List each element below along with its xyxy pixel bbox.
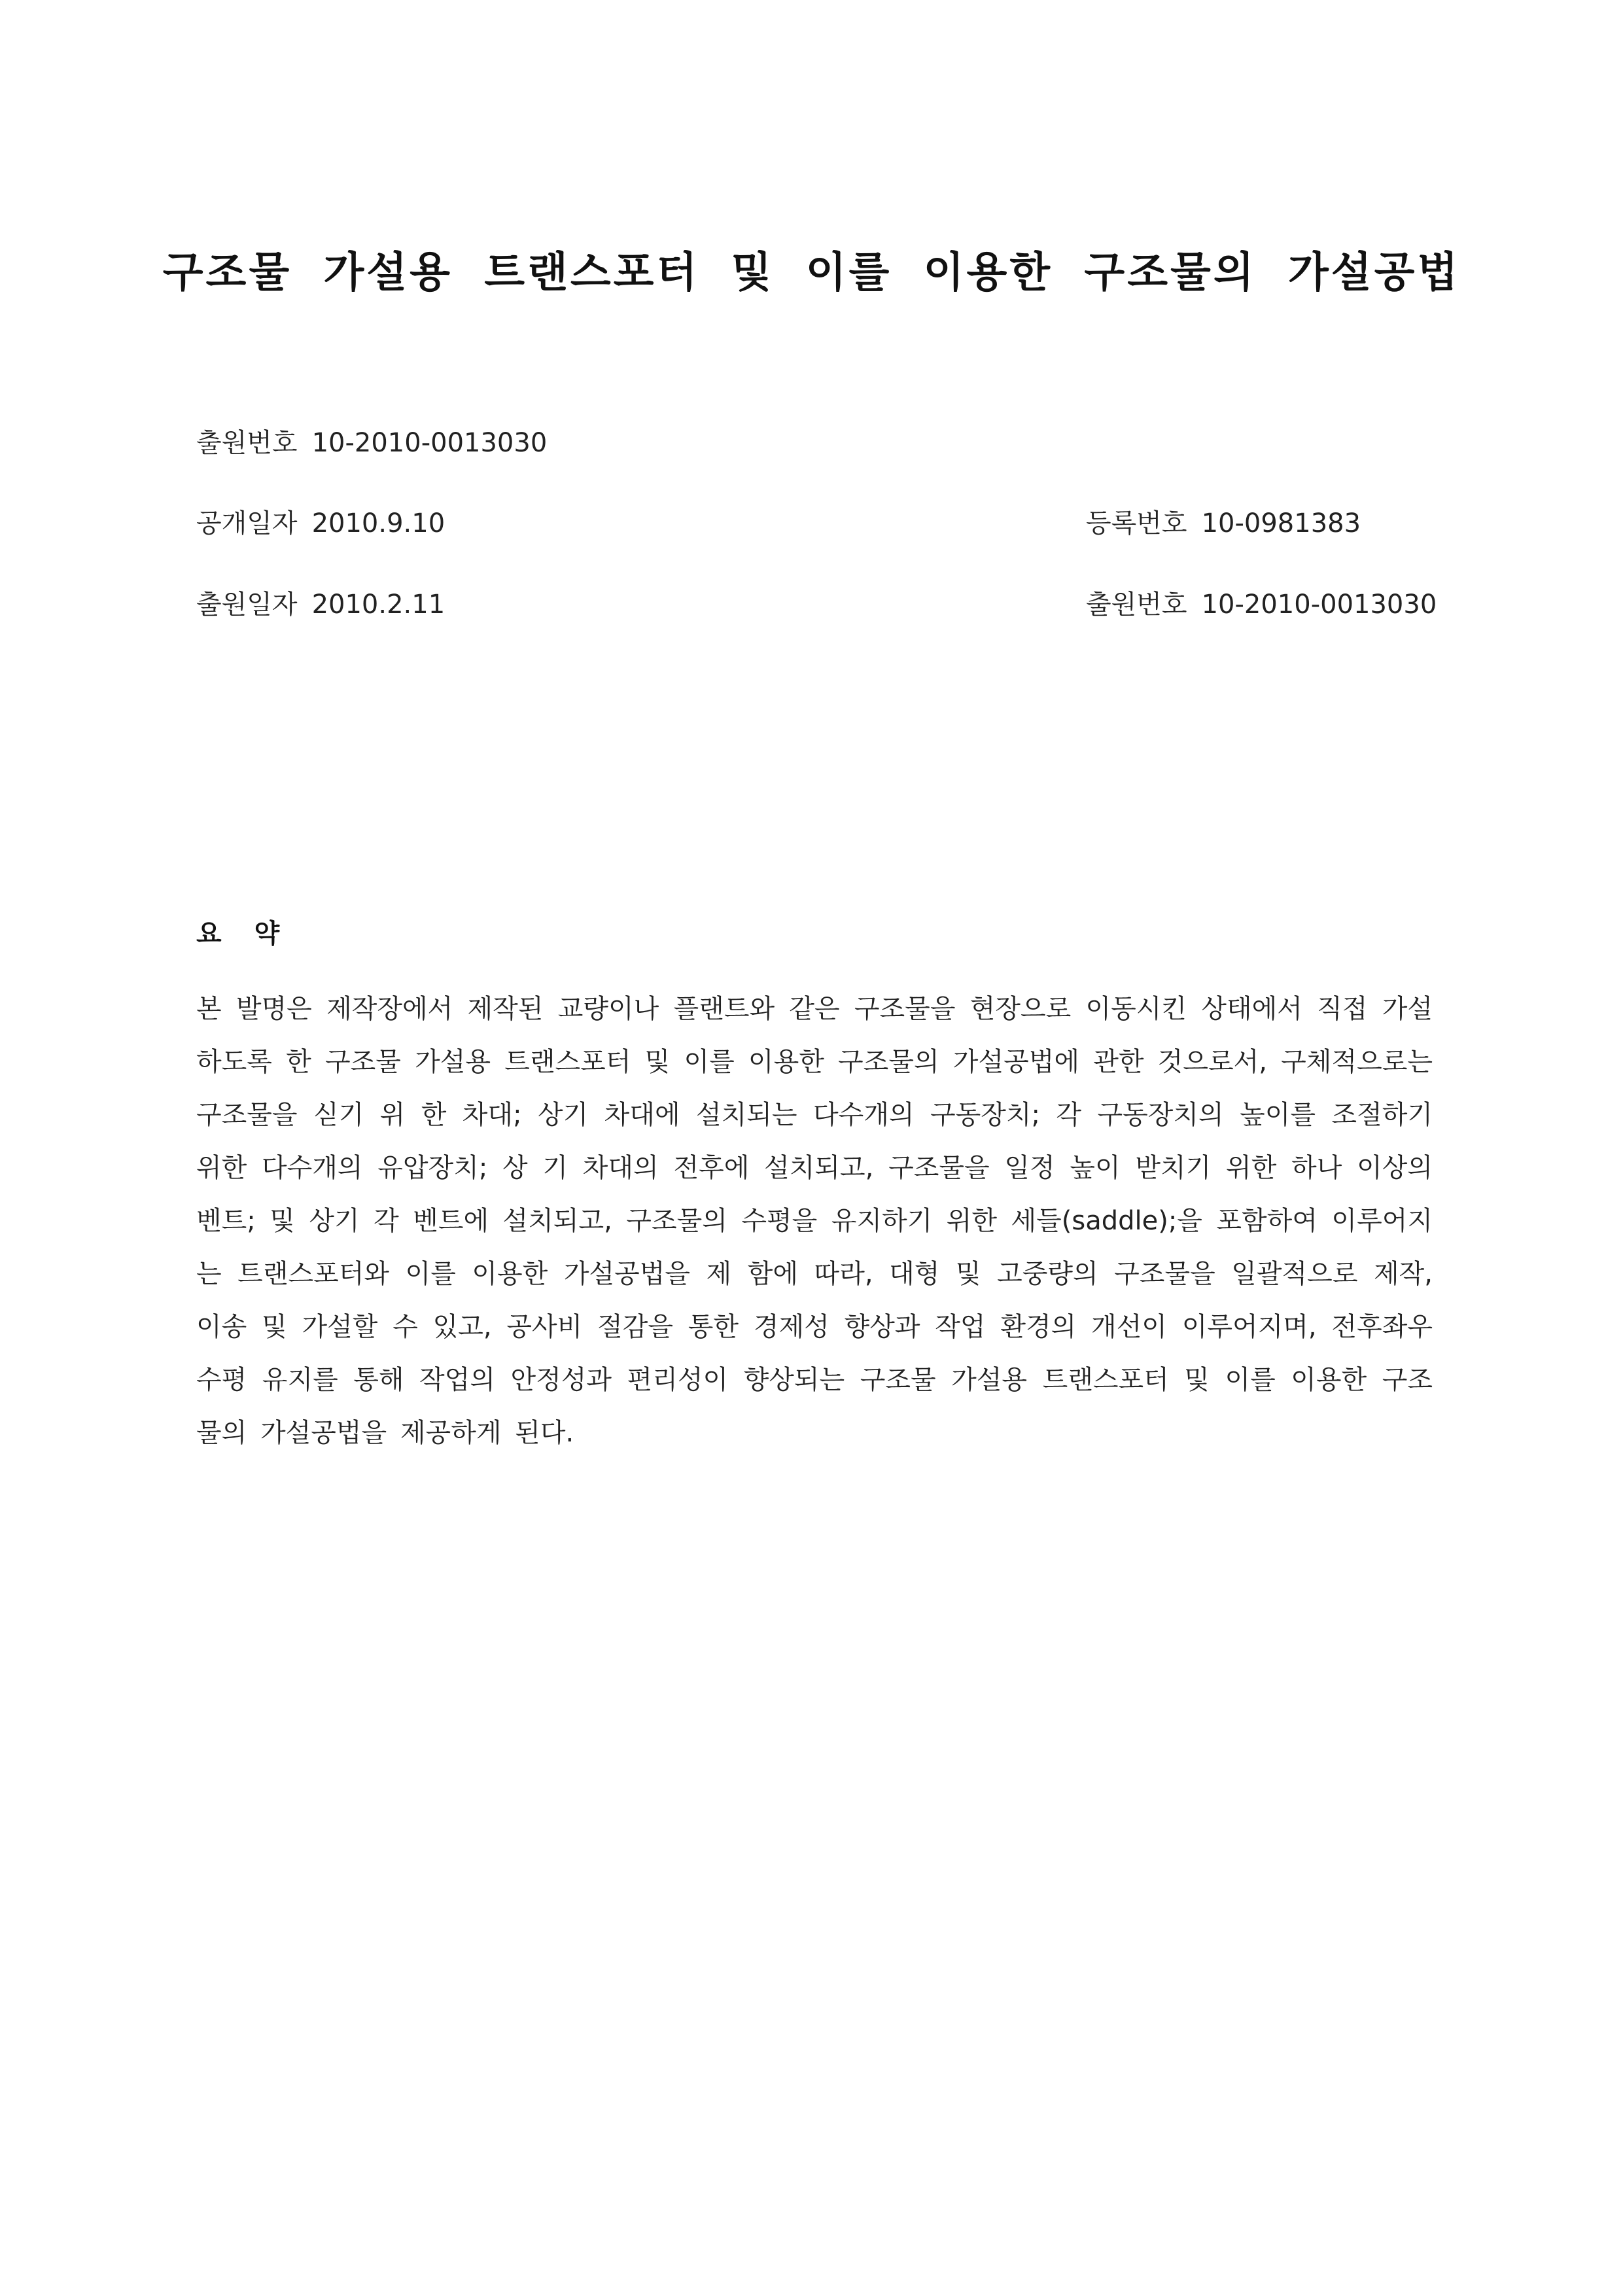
application-number-label-right: 출원번호 <box>1086 590 1187 620</box>
registration-number-label: 등록번호 <box>1086 508 1187 539</box>
meta-row-3 <box>196 584 1437 623</box>
application-number-field-right <box>1086 584 1437 621</box>
summary-body: 본 발명은 제작장에서 제작된 교량이나 플랜트와 같은 구조물을 현장으로 이동시킨 상태에서 직접 가설하도록 한 구조물 가설용 트랜스포터 및 이를 이용한 구조물의 가설공법에 관한 것으로서, 구체적으로는 구조물을 싣기 위 한 차대; 상기 차대에 설치되는 다수개의 구동장치; 각 구동장치의 높이를 조절하기 위한 다수개의 유압장치; 상 기 차대의 전후에 설치되고, 구조물을 일정 높이 받치기 위한 하나 이상의 벤트; 및 상기 각 벤트에 설치되고, 구조물의 수평을 유지하기 위한 세들(saddle);을 포함하여 이루어지는 트랜스포터와 이를 이용한 가설공법을 제 함에 따라, 대형 및 고중량의 구조물을 일괄적으로 제작, 이송 및 가설할 수 있고, 공사비 절감을 통한 경제성 향상과 작업 환경의 개선이 이루어지며, 전후좌우 수평 유지를 통해 작업의 안정성과 편리성이 향상되는 구조물 가설용 트랜스포터 및 이를 이용한 구조물의 가설공법을 제공하게 된다. <box>196 994 1433 1448</box>
application-date-field <box>196 584 445 621</box>
publication-date-value: 2010.9.10 <box>311 508 445 539</box>
meta-row-1 <box>196 422 1426 461</box>
publication-date-label: 공개일자 <box>196 508 298 539</box>
meta-row-2 <box>196 503 1426 542</box>
application-number-value: 10-2010-0013030 <box>311 428 548 458</box>
application-date-label: 출원일자 <box>196 590 298 620</box>
application-number-label: 출원번호 <box>196 428 298 458</box>
application-date-value: 2010.2.11 <box>311 590 445 620</box>
publication-date-field <box>196 503 445 540</box>
summary-heading: 요 약 <box>196 919 292 949</box>
application-number-field <box>196 422 547 459</box>
application-number-value-right: 10-2010-0013030 <box>1201 590 1437 620</box>
registration-number-value: 10-0981383 <box>1201 508 1361 539</box>
document-title: 구조물 가설용 트랜스포터 및 이를 이용한 구조물의 가설공법 <box>162 249 1461 297</box>
registration-number-field <box>1086 503 1361 540</box>
